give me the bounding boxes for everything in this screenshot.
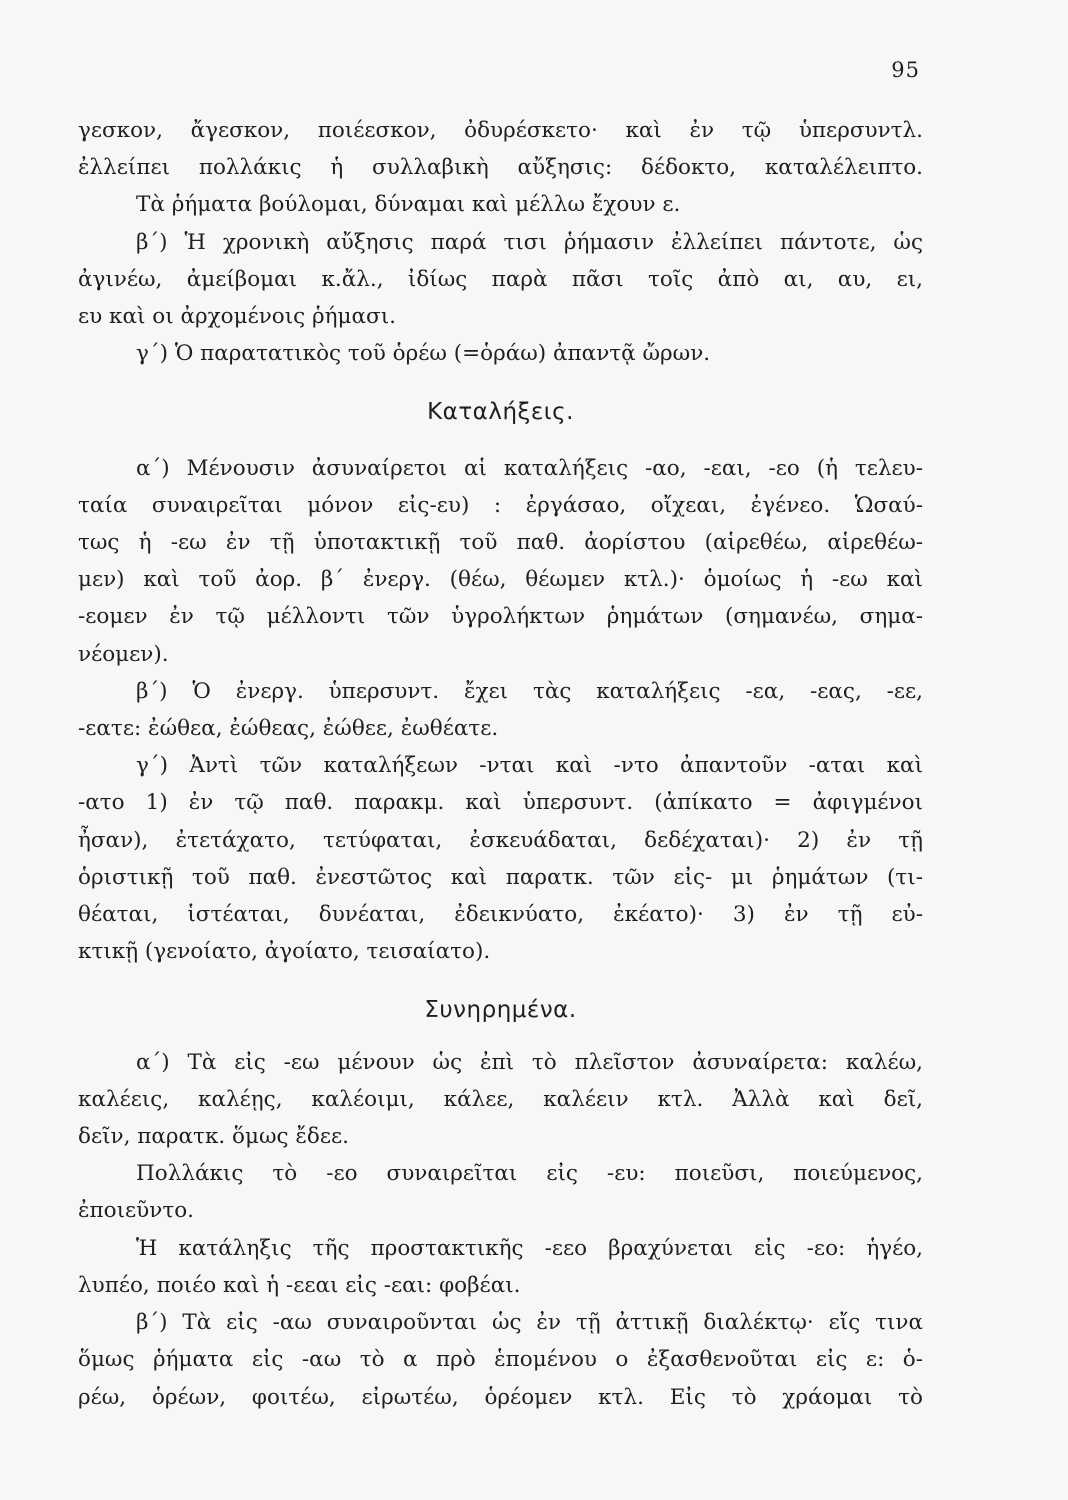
section-heading-endings: Καταλήξεις. — [427, 399, 574, 426]
text-line: ταία συναιρεῖται μόνον εἰς-ευ) : ἐργάσαο, οἴχεαι, ἐγένεο. Ὡσαύ- — [78, 492, 923, 518]
text-line: κτικῇ (γενοίατο, ἀγοίατο, τεισαίατο). — [78, 939, 491, 965]
text-line: ἐλλείπει πολλάκις ἡ συλλαβικὴ αὔξησις: δέδοκτο, καταλέλειπτο. — [78, 155, 923, 181]
text-line: ρέω, ὁρέων, φοιτέω, εἰρωτέω, ὁρέομεν κτλ. Εἰς τὸ χράομαι τὸ — [78, 1384, 923, 1410]
section-heading-contracted: Συνηρημένα. — [424, 997, 577, 1024]
text-line: γ΄) Ὁ παρατατικὸς τοῦ ὁρέω (=ὁράω) ἀπαντᾷ ὤρων. — [136, 341, 711, 367]
text-line: θέαται, ἱστέαται, δυνέαται, ἐδεικνύατο, ἐκέατο)· 3) ἐν τῇ εὐ- — [78, 902, 923, 928]
text-line: ἀγινέω, ἀμείβομαι κ.ἄλ., ἰδίως παρὰ πᾶσι τοῖς ἀπὸ αι, αυ, ει, — [78, 266, 923, 292]
page-number: 95 — [891, 58, 920, 82]
text-line: ευ καὶ οι ἀρχομένοις ῥήμασι. — [78, 304, 396, 330]
page-body — [78, 112, 923, 1416]
text-line: ἦσαν), ἐτετάχατο, τετύφαται, ἐσκευάδαται, δεδέχαται)· 2) ἐν τῇ — [78, 827, 923, 853]
text-line: καλέεις, καλέῃς, καλέοιμι, κάλεε, καλέειν κτλ. Ἀλλὰ καὶ δεῖ, — [78, 1086, 923, 1112]
text-line: β΄) Τὰ εἰς -αω συναιροῦνται ὡς ἐν τῇ ἀττικῇ διαλέκτῳ· εἴς τινα — [136, 1310, 923, 1336]
text-line: μεν) καὶ τοῦ ἀορ. β΄ ἐνεργ. (θέω, θέωμεν κτλ.)· ὁμοίως ἡ -εω καὶ — [78, 567, 923, 593]
text-line: ὅμως ῥήματα εἰς -αω τὸ α πρὸ ἑπομένου ο ἐξασθενοῦται εἰς ε: ὁ- — [78, 1347, 923, 1373]
text-line: -ατο 1) ἐν τῷ παθ. παρακμ. καὶ ὑπερσυντ. (ἀπίκατο = ἀφιγμένοι — [78, 790, 923, 816]
paragraph-endings — [78, 450, 923, 971]
text-line: νέομεν). — [78, 641, 169, 667]
text-line: γ΄) Ἀντὶ τῶν καταλήξεων -νται καὶ -ντο ἀπαντοῦν -αται καὶ — [136, 753, 923, 779]
text-line: -εομεν ἐν τῷ μέλλοντι τῶν ὑγρολήκτων ῥημάτων (σημανέω, σημα- — [78, 604, 923, 630]
text-line: β΄) Ἡ χρονικὴ αὔξησις παρά τισι ῥήμασιν ἐλλείπει πάντοτε, ὡς — [136, 229, 923, 255]
text-line: α΄) Μένουσιν ἀσυναίρετοι αἱ καταλήξεις -αο, -εαι, -εο (ἡ τελευ- — [136, 455, 923, 481]
text-line: Ἡ κατάληξις τῆς προστακτικῆς -εεο βραχύνεται εἰς -εο: ἡγέο, — [136, 1235, 923, 1261]
text-line: τως ἡ -εω ἐν τῇ ὑποτακτικῇ τοῦ παθ. ἀορίστου (αἱρεθέω, αἱρεθέω- — [78, 530, 923, 556]
text-line: δεῖν, παρατκ. ὅμως ἔδεε. — [78, 1124, 349, 1150]
text-line: α΄) Τὰ εἰς -εω μένουν ὡς ἐπὶ τὸ πλεῖστον ἀσυναίρετα: καλέω, — [136, 1049, 923, 1075]
text-line: -εατε: ἐώθεα, ἐώθεας, ἐώθεε, ἐωθέατε. — [78, 716, 499, 742]
text-line: Πολλάκις τὸ -εο συναιρεῖται εἰς -ευ: ποιεῦσι, ποιεύμενος, — [136, 1161, 923, 1187]
paragraph-augment — [78, 112, 923, 372]
text-line: Τὰ ῥήματα βούλομαι, δύναμαι καὶ μέλλω ἔχουν ε. — [136, 192, 681, 218]
text-line: β΄) Ὁ ἐνεργ. ὑπερσυντ. ἔχει τὰς καταλήξεις -εα, -εας, -εε, — [136, 678, 923, 704]
text-line: ὁριστικῇ τοῦ παθ. ἐνεστῶτος καὶ παρατκ. τῶν εἰς- μι ῥημάτων (τι- — [78, 864, 923, 890]
text-line: ἐποιεῦντο. — [78, 1198, 194, 1224]
paragraph-contracted — [78, 1044, 923, 1416]
text-line: λυπέο, ποιέο καὶ ἡ -εεαι εἰς -εαι: φοβέαι. — [78, 1272, 521, 1298]
text-line: γεσκον, ἄγεσκον, ποιέεσκον, ὀδυρέσκετο· καὶ ἐν τῷ ὑπερσυντλ. — [78, 118, 923, 143]
